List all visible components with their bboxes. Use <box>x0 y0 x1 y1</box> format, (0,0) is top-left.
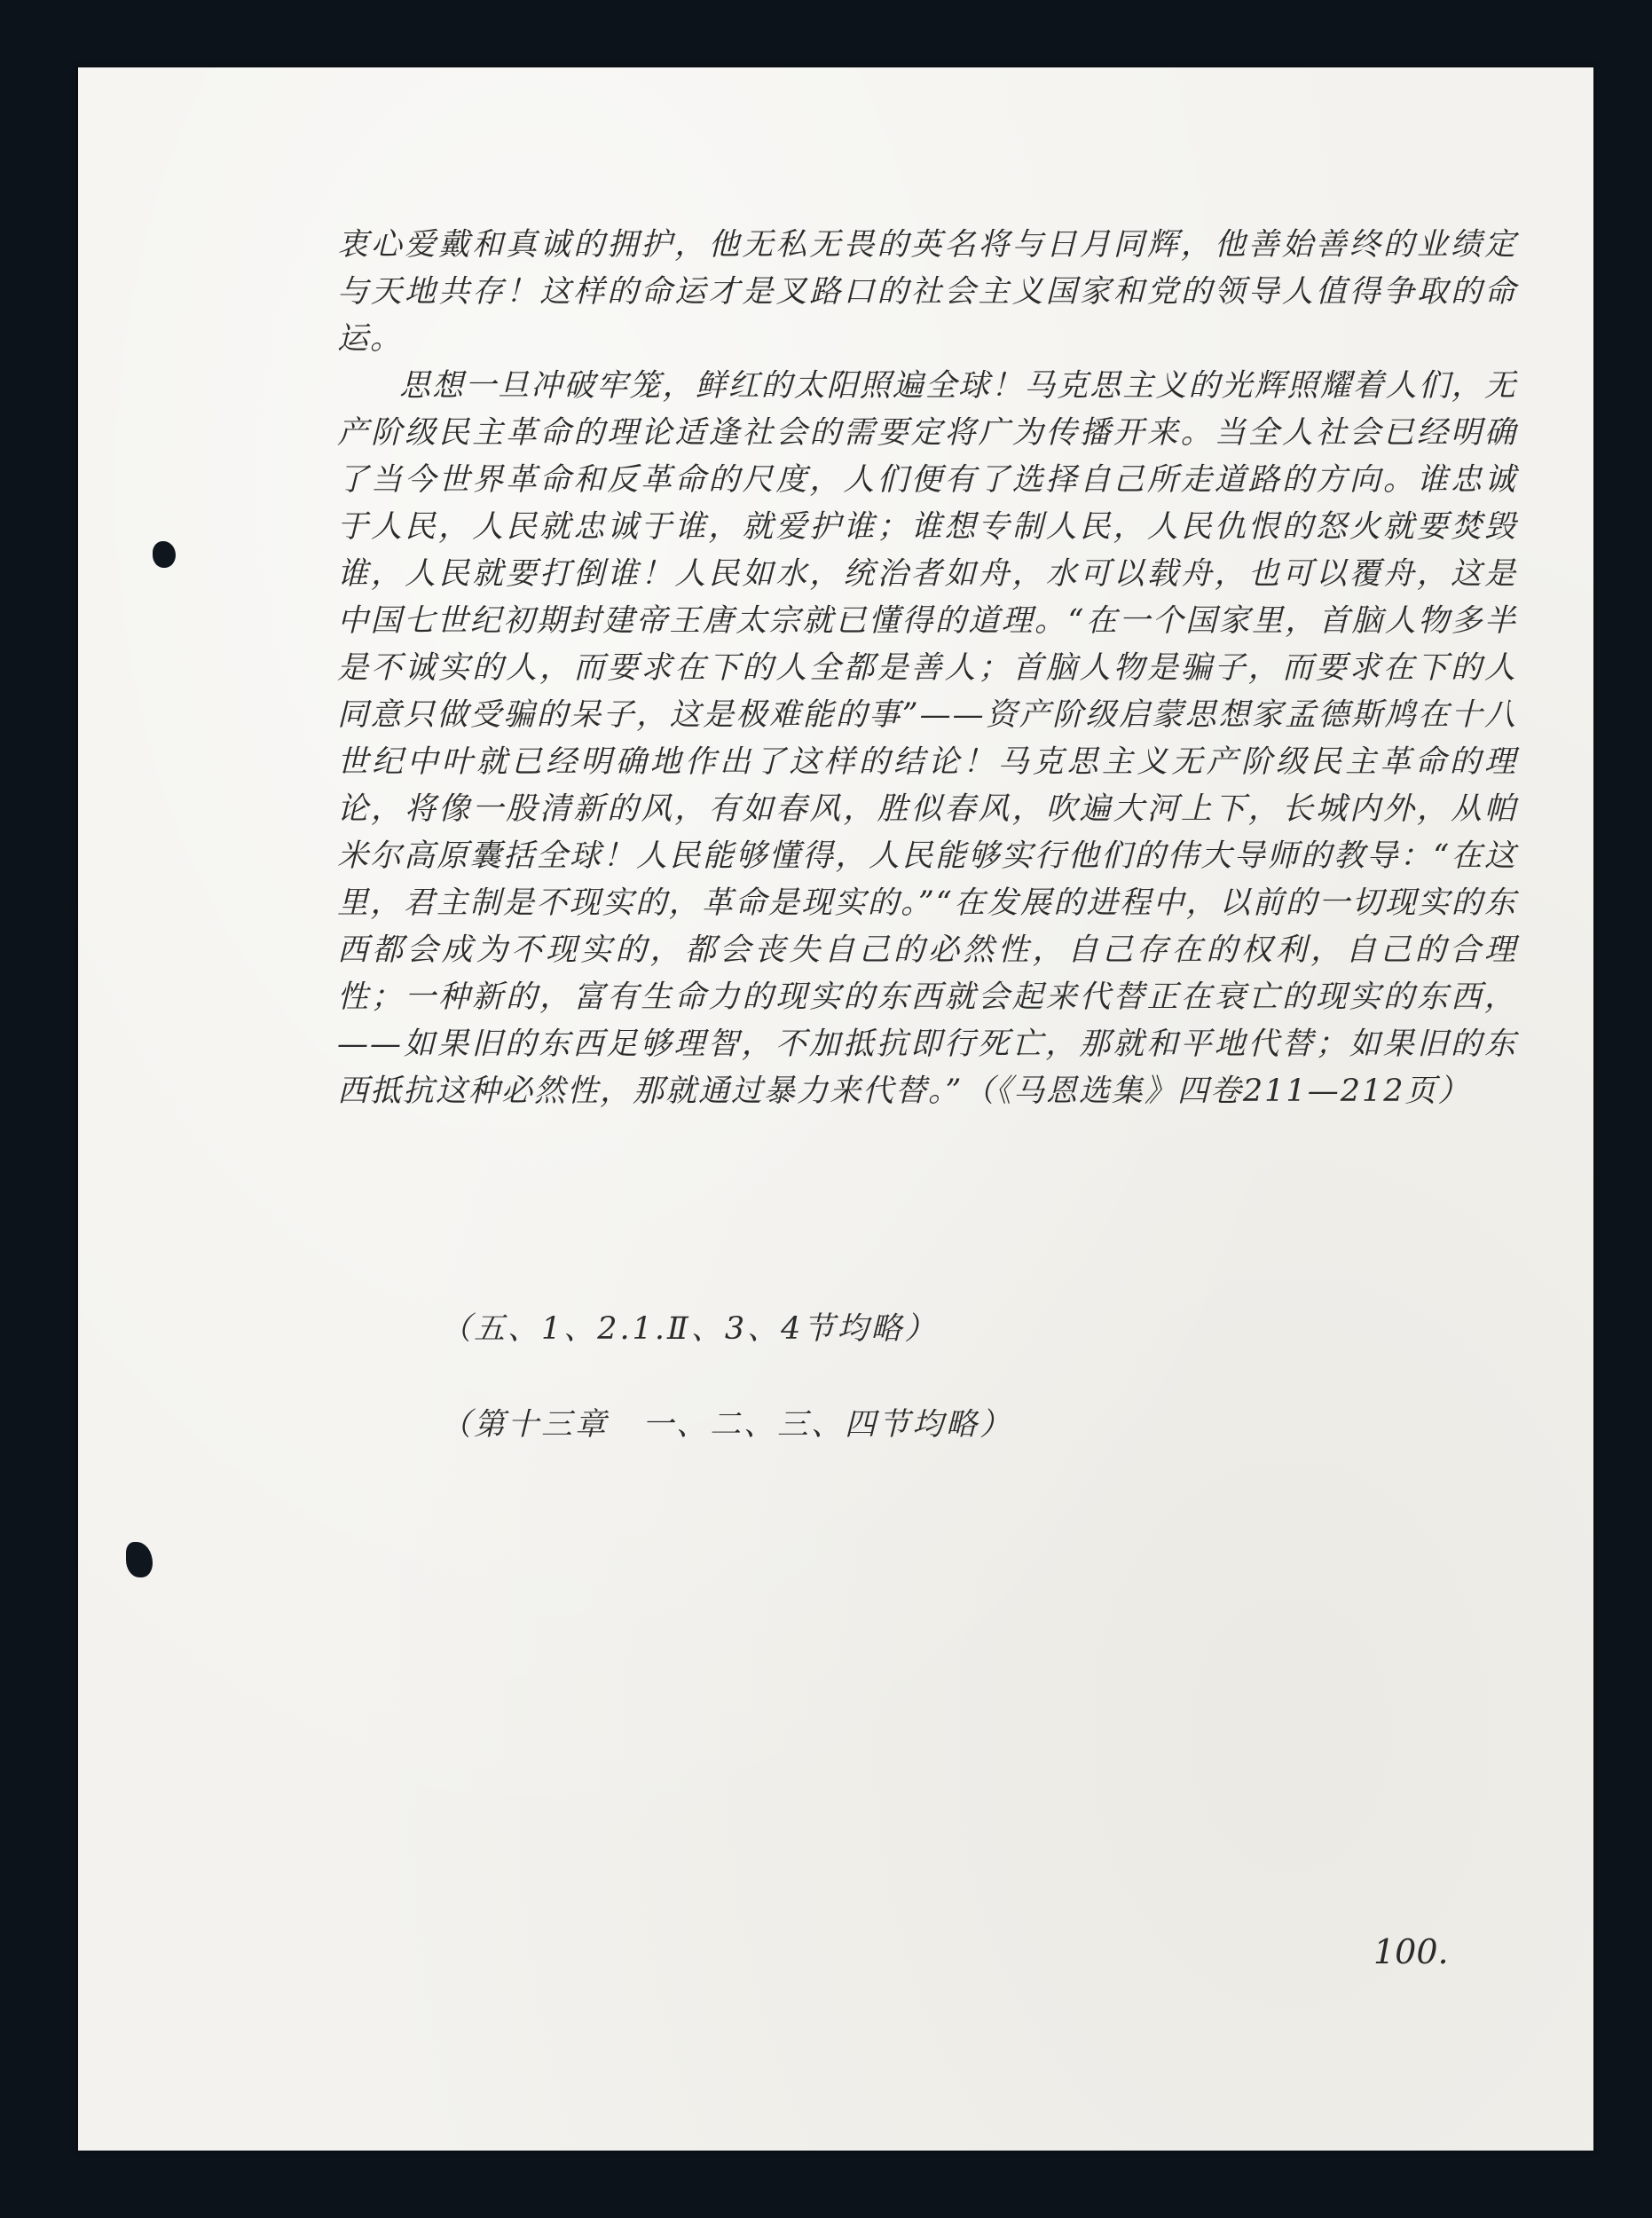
body-text <box>337 222 1517 1115</box>
punch-hole <box>153 541 176 568</box>
paragraph: 思想一旦冲破牢笼，鲜红的太阳照遍全球！马克思主义的光辉照耀着人们，无产阶级民主革命的理论适逢社会的需要定将广为传播开来。当全人社会已经明确了当今世界革命和反革命的尺度，人们便有了选择自己所走道路的方向。谁忠诚于人民，人民就忠诚于谁，就爱护谁；谁想专制人民，人民仇恨的怒火就要焚毁谁，人民就要打倒谁！人民如水，统治者如舟，水可以载舟，也可以覆舟，这是中国七世纪初期封建帝王唐太宗就已懂得的道理。“在一个国家里，首脑人物多半是不诚实的人，而要求在下的人全都是善人；首脑人物是骗子，而要求在下的人同意只做受骗的呆子，这是极难能的事”——资产阶级启蒙思想家孟德斯鸠在十八世纪中叶就已经明确地作出了这样的结论！马克思主义无产阶级民主革命的理论，将像一股清新的风，有如春风，胜似春风，吹遍大河上下，长城内外，从帕米尔高原囊括全球！人民能够懂得，人民能够实行他们的伟大导师的教导：“在这里，君主制是不现实的，革命是现实的。”“在发展的进程中，以前的一切现实的东西都会成为不现实的，都会丧失自己的必然性，自己存在的权利，自己的合理性；一种新的，富有生命力的现实的东西就会起来代替正在衰亡的现实的东西，——如果旧的东西足够理智，不加抵抗即行死亡，那就和平地代替；如果旧的东西抵抗这种必然性，那就通过暴力来代替。”（《马恩选集》四卷211—212页） <box>337 368 1517 1109</box>
omission-note: （第十三章 一、二、三、四节均略） <box>440 1407 1014 1443</box>
page-number: 100. <box>1373 1932 1449 1971</box>
omission-note: （五、1、2.1.Ⅱ、3、4节均略） <box>440 1311 939 1347</box>
paragraph: 衷心爱戴和真诚的拥护，他无私无畏的英名将与日月同辉，他善始善终的业绩定与天地共存！这样的命运才是叉路口的社会主义国家和党的领导人值得争取的命运。 <box>337 227 1517 357</box>
